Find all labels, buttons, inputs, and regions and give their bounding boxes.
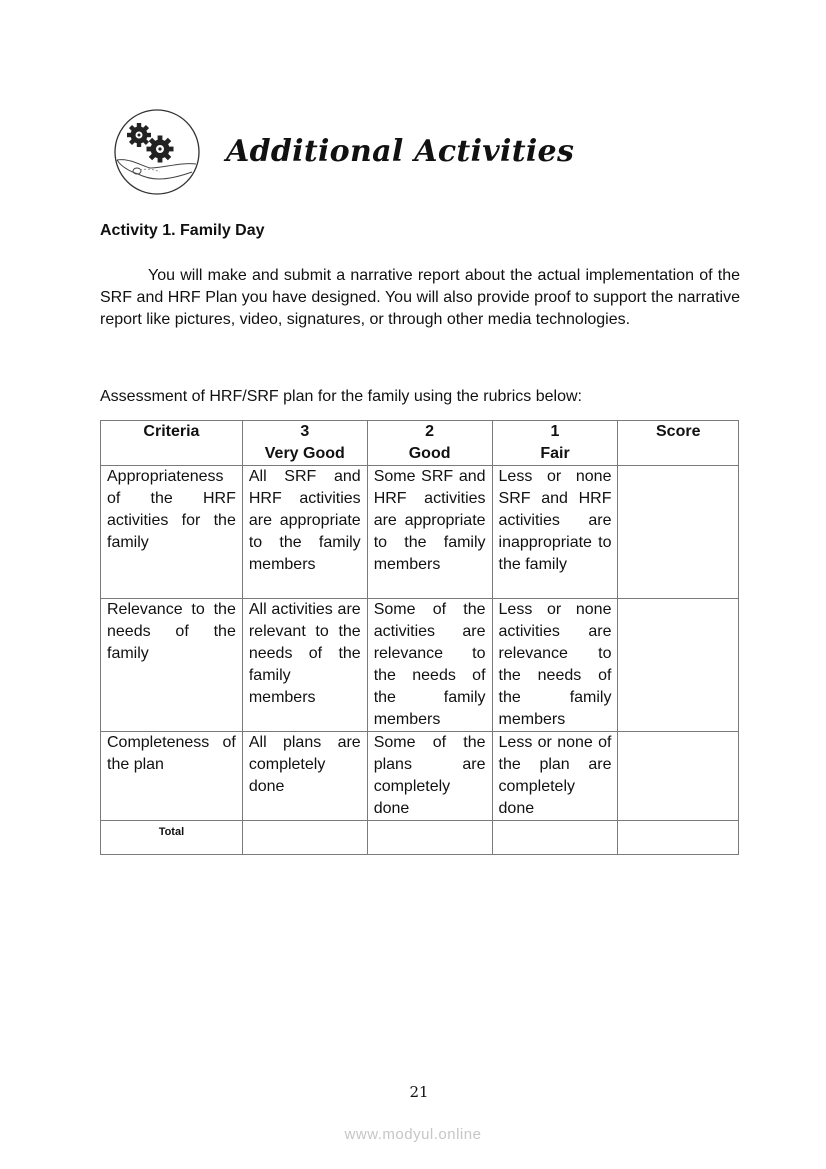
table-row: [101, 466, 739, 599]
fair-cell: Less or none activities are relevance to the needs of the family members: [492, 599, 618, 732]
section-header: [112, 108, 612, 198]
good-cell: Some SRF and HRF activities are appropriate to the family members: [367, 466, 492, 599]
total-good-cell: [367, 821, 492, 855]
header-very-good: [242, 421, 367, 466]
total-fair-cell: [492, 821, 618, 855]
assessment-label: Assessment of HRF/SRF plan for the family using the rubrics below:: [100, 388, 582, 405]
header-good-label: Good: [408, 445, 451, 462]
score-cell[interactable]: [618, 599, 739, 732]
good-cell: Some of the plans are completely done: [367, 732, 492, 821]
total-score-cell[interactable]: [618, 821, 739, 855]
total-very-good-cell: [242, 821, 367, 855]
header-fair-label: Fair: [540, 445, 570, 462]
header-fair-score: 1: [550, 423, 560, 440]
total-row: [101, 821, 739, 855]
header-score: [618, 421, 739, 466]
fair-cell: Less or none of the plan are completely done: [492, 732, 618, 821]
rubric-table: [100, 420, 739, 855]
score-cell[interactable]: [618, 466, 739, 599]
very-good-cell: All SRF and HRF activities are appropriate to the family members: [242, 466, 367, 599]
header-fair: [492, 421, 618, 466]
header-criteria: [101, 421, 243, 466]
activity-instructions-text: You will make and submit a narrative report about the actual implementation of the SRF and HRF Plan you have designed. You will also provide proof to support the narrative report like pictures, video, signatures, or through other media technologies.: [100, 267, 740, 328]
rubric-header-row: [101, 421, 739, 466]
page-number: 21: [409, 1083, 429, 1101]
activity-instructions: [100, 265, 740, 331]
gears-in-hand-icon: [112, 108, 202, 196]
activity-title: Activity 1. Family Day: [100, 222, 265, 239]
watermark: www.modyul.online: [344, 1126, 482, 1143]
header-score-label: Score: [656, 423, 701, 440]
table-row: [101, 599, 739, 732]
page-title: Additional Activities: [226, 134, 575, 169]
table-row: [101, 732, 739, 821]
good-cell: Some of the activities are relevance to the needs of the family members: [367, 599, 492, 732]
very-good-cell: All activities are relevant to the needs of the family members: [242, 599, 367, 732]
criteria-cell: Appropriateness of the HRF activities for the family: [101, 466, 243, 599]
header-criteria-label: Criteria: [143, 423, 200, 440]
very-good-cell: All plans are completely done: [242, 732, 367, 821]
score-cell[interactable]: [618, 732, 739, 821]
header-very-good-label: Very Good: [264, 445, 345, 462]
header-good: [367, 421, 492, 466]
header-good-score: 2: [425, 423, 435, 440]
total-label: Total: [101, 821, 243, 855]
criteria-cell: Relevance to the needs of the family: [101, 599, 243, 732]
fair-cell: Less or none SRF and HRF activities are inappropriate to the family: [492, 466, 618, 599]
header-very-good-score: 3: [300, 423, 310, 440]
criteria-cell: Completeness of the plan: [101, 732, 243, 821]
